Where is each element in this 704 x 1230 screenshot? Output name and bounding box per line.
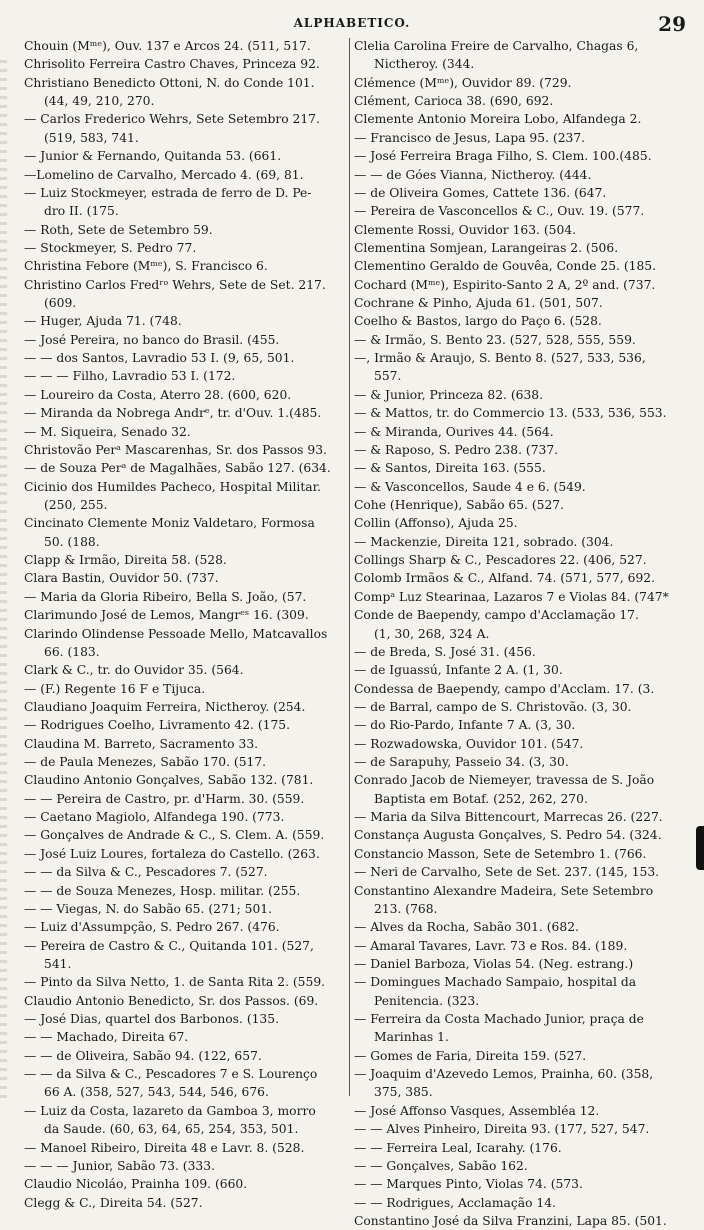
- directory-entry: — Domingues Machado Sampaio, hospital da: [354, 975, 637, 990]
- directory-entry: — Amaral Tavares, Lavr. 73 e Ros. 84. (189.: [354, 938, 628, 953]
- entry-continuation: Marinhas 1.: [374, 1030, 449, 1045]
- running-title: ALPHABETICO.: [293, 16, 411, 30]
- entry-continuation: (250, 255.: [44, 497, 108, 512]
- directory-entry: — — de Oliveira, Sabão 94. (122, 657.: [24, 1048, 262, 1063]
- directory-entry: — — da Silva & C., Pescadores 7 e S. Lourenço: [24, 1067, 318, 1082]
- directory-entry: Clémence (Mᵐᵉ), Ouvidor 89. (729.: [354, 75, 572, 90]
- directory-entry: — Maria da Gloria Ribeiro, Bella S. João, (57.: [24, 589, 307, 604]
- directory-entry: — Pinto da Silva Netto, 1. de Santa Rita 2. (559.: [24, 975, 326, 990]
- directory-entry: — Joaquim d'Azevedo Lemos, Prainha, 60. (358,: [354, 1067, 654, 1082]
- directory-entry: Cohe (Henrique), Sabão 65. (527.: [354, 497, 565, 512]
- directory-entry: — — Alves Pinheiro, Direita 93. (177, 527, 547.: [354, 1122, 650, 1137]
- directory-entry: Clelia Carolina Freire de Carvalho, Chagas 6,: [354, 39, 639, 53]
- directory-entry: Claudina M. Barreto, Sacramento 33.: [24, 736, 259, 751]
- directory-entry: Constancio Masson, Sete de Setembro 1. (766.: [354, 846, 647, 861]
- entry-continuation: 375, 385.: [374, 1085, 433, 1100]
- directory-entry: — — Pereira de Castro, pr. d'Harm. 30. (559.: [24, 791, 305, 806]
- directory-entry: Clark & C., tr. do Ouvidor 35. (564.: [24, 663, 244, 678]
- directory-entry: — & Irmão, S. Bento 23. (527, 528, 555, 559.: [354, 332, 636, 347]
- entry-continuation: dro II. (175.: [44, 204, 119, 219]
- directory-entry: — Stockmeyer, S. Pedro 77.: [24, 240, 197, 255]
- directory-entry: Clementina Somjean, Larangeiras 2. (506.: [354, 240, 619, 255]
- directory-entry: Claudio Nicoláo, Prainha 109. (660.: [24, 1177, 248, 1192]
- directory-entry: Clapp & Irmão, Direita 58. (528.: [24, 553, 227, 568]
- directory-entry: Compᵃ Luz Stearinaa, Lazaros 7 e Violas 84. (747*: [354, 589, 669, 604]
- directory-entry: — — Ferreira Leal, Icarahy. (176.: [354, 1140, 562, 1155]
- directory-entry: Claudio Antonio Benedicto, Sr. dos Passos. (69.: [24, 993, 319, 1008]
- directory-entry: — — de Souza Menezes, Hosp. militar. (255.: [24, 883, 301, 898]
- directory-entry: — Junior & Fernando, Quitanda 53. (661.: [24, 149, 282, 164]
- directory-entry: — — de Góes Vianna, Nictheroy. (444.: [354, 167, 592, 182]
- column-divider: [349, 38, 350, 1096]
- directory-entry: — de Breda, S. José 31. (456.: [354, 644, 536, 659]
- directory-entry: Constantino Alexandre Madeira, Sete Setembro: [354, 883, 654, 898]
- directory-entry: — do Rio-Pardo, Infante 7 A. (3, 30.: [354, 718, 576, 733]
- entry-continuation: (1, 30, 268, 324 A.: [374, 626, 490, 641]
- directory-entry: — & Mattos, tr. do Commercio 13. (533, 536, 553.: [354, 406, 667, 421]
- directory-entry: — Alves da Rocha, Sabão 301. (682.: [354, 920, 579, 935]
- directory-entry: — de Paula Menezes, Sabão 170. (517.: [24, 755, 267, 770]
- directory-entry: Colomb Irmãos & C., Alfand. 74. (571, 577, 692.: [354, 571, 656, 586]
- entry-continuation: (44, 49, 210, 270.: [44, 94, 155, 109]
- right-column: [354, 37, 680, 1230]
- directory-entry: Conde de Baependy, campo d'Acclamação 17.: [354, 608, 639, 623]
- directory-entry: — Roth, Sete de Setembro 59.: [24, 222, 213, 237]
- entry-continuation: Nictheroy. (344.: [374, 57, 475, 72]
- directory-entry: Condessa de Baependy, campo d'Acclam. 17. (3.: [354, 681, 655, 696]
- directory-entry: — José Dias, quartel dos Barbonos. (135.: [24, 1012, 279, 1027]
- directory-entry: — — Gonçalves, Sabão 162.: [354, 1158, 528, 1173]
- entry-continuation: 66. (183.: [44, 644, 100, 659]
- directory-entry: Clemente Antonio Moreira Lobo, Alfandega 2.: [354, 112, 642, 127]
- entry-continuation: 557.: [374, 369, 402, 384]
- directory-entry: — — — Junior, Sabão 73. (333.: [24, 1158, 215, 1173]
- directory-entry: Christovão Perᵃ Mascarenhas, Sr. dos Passos 93.: [24, 442, 327, 457]
- directory-entry: — Pereira de Castro & C., Quitanda 101. (527,: [24, 938, 314, 953]
- directory-entry: — de Barral, campo de S. Christovão. (3, 30.: [354, 699, 632, 714]
- directory-entry: — & Miranda, Ourives 44. (564.: [354, 424, 554, 439]
- directory-entry: — Carlos Frederico Wehrs, Sete Setembro 217.: [24, 112, 320, 127]
- entry-continuation: Baptista em Botaf. (252, 262, 270.: [374, 791, 588, 806]
- directory-entry: — Caetano Magiolo, Alfandega 190. (773.: [24, 810, 285, 825]
- directory-entry: — Neri de Carvalho, Sete de Set. 237. (145, 153.: [354, 865, 660, 880]
- directory-entry: — Mackenzie, Direita 121, sobrado. (304.: [354, 534, 614, 549]
- entry-continuation: 66 A. (358, 527, 543, 544, 546, 676.: [44, 1085, 269, 1100]
- directory-entry: — — — Filho, Lavradio 53 I. (172.: [24, 369, 236, 384]
- directory-entry: Cochard (Mᵐᵉ), Espirito-Santo 2 A, 2º and. (737.: [354, 277, 656, 292]
- entry-continuation: (519, 583, 741.: [44, 130, 139, 145]
- directory-entry: Clément, Carioca 38. (690, 692.: [354, 94, 554, 109]
- directory-entry: — & Raposo, S. Pedro 238. (737.: [354, 442, 559, 457]
- directory-entry: — & Santos, Direita 163. (555.: [354, 461, 546, 476]
- directory-entry: — de Oliveira Gomes, Cattete 136. (647.: [354, 185, 607, 200]
- directory-entry: — José Ferreira Braga Filho, S. Clem. 100.(485.: [354, 149, 652, 164]
- directory-entry: — Rozwadowska, Ouvidor 101. (547.: [354, 736, 584, 751]
- directory-entry: Claudino Antonio Gonçalves, Sabão 132. (781.: [24, 773, 314, 788]
- directory-entry: Cicinio dos Humildes Pacheco, Hospital Militar.: [24, 479, 322, 494]
- directory-entry: Clegg & C., Direita 54. (527.: [24, 1195, 203, 1210]
- entry-continuation: 50. (188.: [44, 534, 100, 549]
- directory-entry: Conrado Jacob de Niemeyer, travessa de S. João: [354, 773, 655, 788]
- entry-continuation: (609.: [44, 296, 77, 311]
- directory-entry: — de Iguassú, Infante 2 A. (1, 30.: [354, 663, 563, 678]
- directory-entry: Christina Febore (Mᵐᵉ), S. Francisco 6.: [24, 259, 268, 274]
- directory-entry: Collin (Affonso), Ajuda 25.: [354, 516, 518, 531]
- entry-continuation: da Saude. (60, 63, 64, 65, 254, 353, 501.: [44, 1122, 299, 1137]
- directory-entry: — de Sarapuhy, Passeio 34. (3, 30.: [354, 755, 569, 770]
- directory-entry: Collings Sharp & C., Pescadores 22. (406, 527.: [354, 553, 647, 568]
- directory-entry: — Gonçalves de Andrade & C., S. Clem. A. (559.: [24, 828, 325, 843]
- directory-entry: — Manoel Ribeiro, Direita 48 e Lavr. 8. (528.: [24, 1140, 305, 1155]
- directory-entry: Clementino Geraldo de Gouvêa, Conde 25. (185.: [354, 259, 657, 274]
- directory-entry: — Francisco de Jesus, Lapa 95. (237.: [354, 130, 586, 145]
- directory-entry: Cincinato Clemente Moniz Valdetaro, Formosa: [24, 516, 315, 531]
- directory-entry: Constantino José da Silva Franzini, Lapa 85. (501.: [354, 1214, 667, 1228]
- directory-entry: Clemente Rossi, Ouvidor 163. (504.: [354, 222, 577, 237]
- directory-entry: —, Irmão & Araujo, S. Bento 8. (527, 533, 536,: [354, 351, 646, 366]
- directory-entry: — Luiz da Costa, lazareto da Gamboa 3, morro: [24, 1103, 316, 1118]
- directory-entry: Clara Bastin, Ouvidor 50. (737.: [24, 571, 219, 586]
- directory-entry: — Ferreira da Costa Machado Junior, praça de: [354, 1012, 644, 1027]
- directory-entry: — José Affonso Vasques, Assembléa 12.: [354, 1103, 600, 1118]
- directory-entry: Christiano Benedicto Ottoni, N. do Conde 101.: [24, 75, 315, 90]
- directory-entry: Clarimundo José de Lemos, Mangrᵉˢ 16. (309.: [24, 608, 309, 623]
- directory-entry: — Loureiro da Costa, Aterro 28. (600, 620.: [24, 387, 292, 402]
- directory-entry: — (F.) Regente 16 F e Tijuca.: [24, 681, 206, 696]
- directory-entry: Claudiano Joaquim Ferreira, Nictheroy. (254.: [24, 699, 306, 714]
- directory-entry: — — Viegas, N. do Sabão 65. (271; 501.: [24, 901, 273, 916]
- directory-entry: — Pereira de Vasconcellos & C., Ouv. 19. (577.: [354, 204, 645, 219]
- directory-entry: — — Machado, Direita 67.: [24, 1030, 189, 1045]
- directory-entry: Cochrane & Pinho, Ajuda 61. (501, 507.: [354, 296, 603, 311]
- directory-entry: — José Pereira, no banco do Brasil. (455.: [24, 332, 280, 347]
- directory-entry: — Maria da Silva Bittencourt, Marrecas 26. (227.: [354, 810, 663, 825]
- page-number: 29: [658, 12, 686, 36]
- directory-entry: — Rodrigues Coelho, Livramento 42. (175.: [24, 718, 291, 733]
- directory-entry: Coelho & Bastos, largo do Paço 6. (528.: [354, 314, 602, 329]
- entry-continuation: 213. (768.: [374, 901, 438, 916]
- binding-gutter: [0, 60, 7, 1100]
- directory-entry: — Gomes de Faria, Direita 159. (527.: [354, 1048, 587, 1063]
- directory-entry: — Miranda da Nobrega Andrᵉ, tr. d'Ouv. 1.(485.: [24, 406, 322, 421]
- directory-entry: — Luiz Stockmeyer, estrada de ferro de D. Pe-: [24, 185, 312, 200]
- directory-entry: — de Souza Perᵃ de Magalhães, Sabão 127. (634.: [24, 461, 331, 476]
- directory-entry: Chrisolito Ferreira Castro Chaves, Princeza 92.: [24, 57, 320, 72]
- directory-entry: Clarindo Olindense Pessoade Mello, Matcavallos: [24, 626, 328, 641]
- directory-entry: —Lomelino de Carvalho, Mercado 4. (69, 81.: [24, 167, 304, 182]
- directory-entry: — — Rodrigues, Acclamação 14.: [354, 1195, 556, 1210]
- entry-continuation: 541.: [44, 956, 72, 971]
- ink-blot: [696, 826, 704, 870]
- directory-entry: — Daniel Barboza, Violas 54. (Neg. estrang.): [354, 956, 634, 971]
- directory-entry: — José Luiz Loures, fortaleza do Castello. (263.: [24, 846, 320, 861]
- directory-entry: — & Vasconcellos, Saude 4 e 6. (549.: [354, 479, 586, 494]
- entry-continuation: Penitencia. (323.: [374, 993, 480, 1008]
- directory-entry: Constança Augusta Gonçalves, S. Pedro 54. (324.: [354, 828, 662, 843]
- directory-entry: — & Junior, Princeza 82. (638.: [354, 387, 544, 402]
- directory-entry: — — Marques Pinto, Violas 74. (573.: [354, 1177, 583, 1192]
- left-column: [24, 37, 349, 1212]
- directory-entry: — Huger, Ajuda 71. (748.: [24, 314, 182, 329]
- directory-entry: — — da Silva & C., Pescadores 7. (527.: [24, 865, 268, 880]
- directory-entry: Chouin (Mᵐᵉ), Ouv. 137 e Arcos 24. (511, 517.: [24, 39, 311, 53]
- directory-entry: — — dos Santos, Lavradio 53 I. (9, 65, 501.: [24, 351, 295, 366]
- directory-entry: — M. Siqueira, Senado 32.: [24, 424, 191, 439]
- directory-entry: — Luiz d'Assumpção, S. Pedro 267. (476.: [24, 920, 280, 935]
- page-header: [0, 2, 704, 38]
- directory-entry: Christino Carlos Fredʳᵒ Wehrs, Sete de Set. 217.: [24, 277, 326, 292]
